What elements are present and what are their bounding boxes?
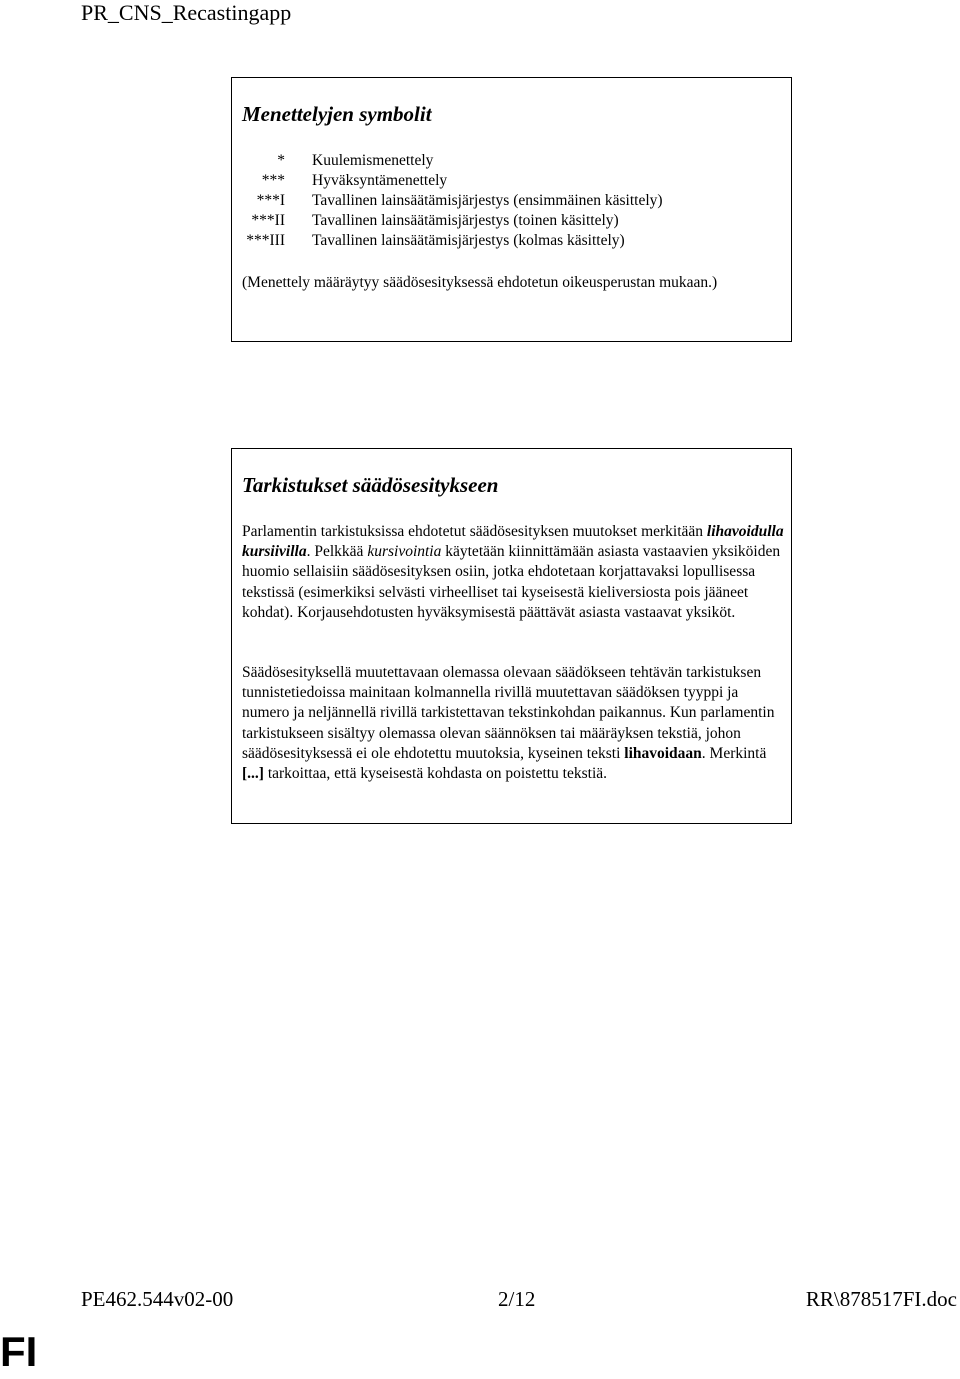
amendments-box: [231, 448, 792, 824]
bold-text: lihavoidaan: [624, 744, 702, 762]
procedure-symbol-code: ***III: [246, 232, 285, 249]
procedure-symbol-row: [232, 191, 791, 211]
bold-italic-text: lihavoidulla kursiivilla: [242, 523, 784, 561]
procedure-symbol-code: ***: [261, 172, 285, 189]
footer-language-code: FI: [0, 1328, 38, 1375]
footer-page-number: 2/12: [498, 1287, 536, 1311]
amendments-paragraph-2: [242, 663, 787, 784]
bold-text: [...]: [242, 765, 264, 783]
text-run: Säädösesityksellä muutettavaan olemassa olevaan säädökseen tehtävän tarkistuksen tunnistetiedoissa mainitaan kolmannella rivillä muutettavan säädöksen tyyppi ja numero ja neljännellä rivillä tarkistettavan tekstinkohdan paikannus. Kun parlamentin tarkistukseen sisältyy olemassa olevan säännöksen tai määräyksen tekstiä, johon säädösesityksessä ei ole ehdotettu muutoksia, kyseinen teksti: [242, 664, 775, 762]
text-run: Parlamentin tarkistuksissa ehdotetut säädösesityksen muutokset merkitään: [242, 523, 707, 540]
procedure-symbol-label: Kuulemismenettely: [312, 152, 434, 169]
text-run: . Pelkkää: [306, 543, 368, 561]
footer-filename: RR\878517FI.doc: [805, 1287, 957, 1311]
procedure-symbol-label: Tavallinen lainsäätämisjärjestys (ensimmäinen käsittely): [312, 192, 663, 209]
procedure-symbols-title: Menettelyjen symbolit: [242, 102, 432, 126]
procedure-symbol-code: ***II: [251, 212, 285, 229]
footer-reference: PE462.544v02-00: [81, 1287, 234, 1311]
procedure-symbol-label: Tavallinen lainsäätämisjärjestys (toinen käsittely): [312, 212, 619, 229]
text-run: . Merkintä: [701, 744, 767, 762]
procedure-note: (Menettely määräytyy säädösesityksessä ehdotetun oikeusperustan mukaan.): [242, 274, 718, 291]
procedure-symbol-code: ***I: [256, 192, 285, 209]
text-run: käytetään kiinnittämään asiasta vastaavien yksiköiden huomio sellaisiin säädösesityksen osiin, jotka ehdotetaan korjattavaksi lopullisessa tekstissä (esimerkiksi selvästi virheelliset tai kyseisestä kieliversiosta pois jääneet kohdat). Korjausehdotusten hyväksymisestä päättävät asiasta vastaavat yksiköt.: [242, 543, 781, 621]
procedure-symbol-code: *: [277, 152, 285, 169]
text-run: tarkoittaa, että kyseisestä kohdasta on poistettu tekstiä.: [263, 765, 608, 783]
amendments-paragraph-1: [242, 522, 787, 623]
procedure-symbol-row: [232, 231, 791, 251]
italic-text: kursivointia: [367, 543, 442, 561]
procedure-symbol-row: [232, 211, 791, 231]
amendments-title: Tarkistukset säädösesitykseen: [242, 473, 499, 497]
procedure-symbol-row: [232, 171, 791, 191]
procedure-symbol-label: Hyväksyntämenettely: [312, 172, 448, 189]
document-code: PR_CNS_Recastingapp: [81, 0, 292, 25]
procedure-symbol-label: Tavallinen lainsäätämisjärjestys (kolmas käsittely): [312, 232, 625, 249]
procedure-symbol-row: [232, 151, 791, 171]
procedure-symbols-box: [231, 77, 792, 342]
